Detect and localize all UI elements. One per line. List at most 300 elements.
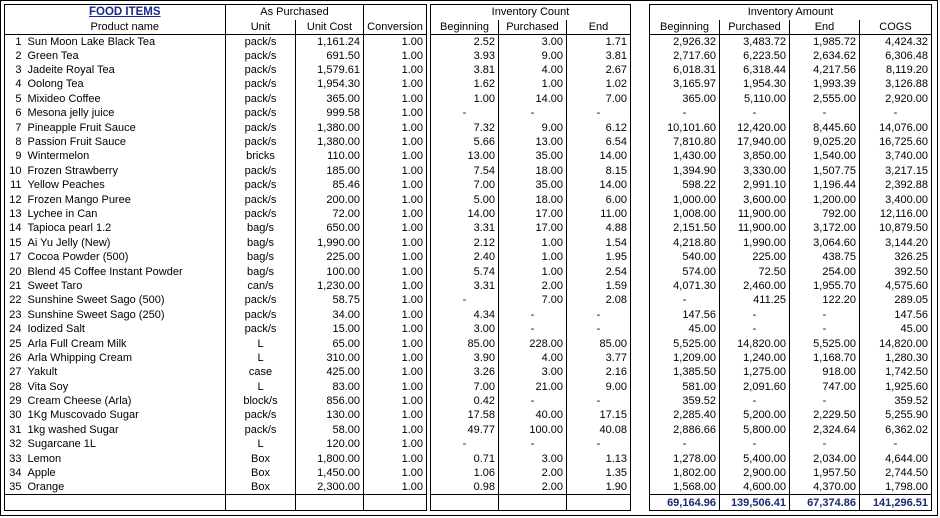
cogs: 3,740.00 — [860, 149, 932, 163]
table-row — [431, 236, 631, 250]
unit: pack/s — [226, 77, 296, 91]
unit-cost: 650.00 — [296, 221, 364, 235]
amount-beginning: 45.00 — [650, 322, 720, 336]
unit-cost: 72.00 — [296, 207, 364, 221]
table-row — [5, 77, 427, 91]
cogs: - — [860, 437, 932, 451]
count-end: - — [567, 394, 631, 408]
product-name: Mixideo Coffee — [27, 92, 101, 105]
count-end: 1.59 — [567, 279, 631, 293]
row-number: 14 — [5, 221, 25, 235]
as-purchased-header: As Purchased — [226, 5, 364, 20]
amount-end: 1,507.75 — [790, 164, 860, 178]
count-purchased: 14.00 — [499, 92, 567, 106]
row-number: 8 — [5, 135, 25, 149]
table-row — [650, 250, 932, 264]
table-row — [5, 106, 427, 120]
count-end: - — [567, 322, 631, 336]
amount-end: 918.00 — [790, 365, 860, 379]
count-end: 3.77 — [567, 351, 631, 365]
inventory-amount-table — [649, 4, 932, 511]
product-name: Apple — [27, 467, 56, 480]
count-end: 85.00 — [567, 336, 631, 350]
unit: pack/s — [226, 308, 296, 322]
count-purchased: 1.00 — [499, 250, 567, 264]
table-row — [650, 480, 932, 495]
conversion: 1.00 — [364, 63, 427, 77]
amount-purchased: 11,900.00 — [720, 221, 790, 235]
count-end: 1.13 — [567, 451, 631, 465]
inventory-count-header: Inventory Count — [431, 5, 631, 20]
product-name: Lychee in Can — [27, 207, 98, 220]
amount-purchased: 1,990.00 — [720, 236, 790, 250]
unit-cost: 1,579.61 — [296, 63, 364, 77]
count-beginning: 3.31 — [431, 221, 499, 235]
amount-purchased: 6,223.50 — [720, 49, 790, 63]
count-purchased: 40.00 — [499, 408, 567, 422]
product-name: Tapioca pearl 1.2 — [27, 222, 112, 235]
row-number: 27 — [5, 365, 25, 379]
table-row — [431, 423, 631, 437]
amount-end: 747.00 — [790, 379, 860, 393]
count-purchased: 1.00 — [499, 77, 567, 91]
unit: pack/s — [226, 192, 296, 206]
unit-cost: 1,800.00 — [296, 451, 364, 465]
amount-purchased: 3,483.72 — [720, 34, 790, 49]
cogs: 359.52 — [860, 394, 932, 408]
amount-beginning: 574.00 — [650, 264, 720, 278]
table-row — [5, 394, 427, 408]
table-row — [650, 408, 932, 422]
unit: Box — [226, 451, 296, 465]
count-purchased: 7.00 — [499, 293, 567, 307]
unit: pack/s — [226, 178, 296, 192]
amount-end: 9,025.20 — [790, 135, 860, 149]
product-name: Lemon — [27, 452, 62, 465]
count-beginning: 49.77 — [431, 423, 499, 437]
unit: pack/s — [226, 322, 296, 336]
count-end: 2.16 — [567, 365, 631, 379]
count-end: 40.08 — [567, 423, 631, 437]
table-row — [431, 394, 631, 408]
count-purchased: 18.00 — [499, 192, 567, 206]
total-purchased: 139,506.41 — [720, 495, 790, 511]
count-end: 1.90 — [567, 480, 631, 495]
count-beginning: 2.40 — [431, 250, 499, 264]
product-name: Wintermelon — [27, 150, 90, 163]
cogs: 12,116.00 — [860, 207, 932, 221]
count-purchased: - — [499, 106, 567, 120]
count-beginning: 2.12 — [431, 236, 499, 250]
row-number: 3 — [5, 63, 25, 77]
table-row — [431, 308, 631, 322]
count-end: 14.00 — [567, 178, 631, 192]
count-beginning: 3.26 — [431, 365, 499, 379]
table-row — [650, 279, 932, 293]
table-row — [650, 451, 932, 465]
product-name: Yakult — [27, 366, 58, 379]
amount-end: 254.00 — [790, 264, 860, 278]
product-name: Ai Yu Jelly (New) — [27, 236, 111, 249]
count-purchased: 100.00 — [499, 423, 567, 437]
count-purchased: 1.00 — [499, 264, 567, 278]
count-end: 11.00 — [567, 207, 631, 221]
product-name: Frozen Strawberry — [27, 164, 118, 177]
amount-end: 3,064.60 — [790, 236, 860, 250]
count-beginning: 7.00 — [431, 178, 499, 192]
count-beginning: 4.34 — [431, 308, 499, 322]
product-name: 1kg washed Sugar — [27, 423, 119, 436]
amount-beginning: - — [650, 437, 720, 451]
cogs: 6,306.48 — [860, 49, 932, 63]
unit: L — [226, 336, 296, 350]
table-row — [5, 351, 427, 365]
amount-beginning: 581.00 — [650, 379, 720, 393]
count-end: - — [567, 308, 631, 322]
count-end: 6.12 — [567, 120, 631, 134]
table-row — [650, 149, 932, 163]
amount-beginning: 147.56 — [650, 308, 720, 322]
amount-purchased: 1,240.00 — [720, 351, 790, 365]
unit: pack/s — [226, 120, 296, 134]
conversion: 1.00 — [364, 365, 427, 379]
table-row — [431, 336, 631, 350]
count-beginning: 3.93 — [431, 49, 499, 63]
conversion: 1.00 — [364, 49, 427, 63]
unit-cost: 58.75 — [296, 293, 364, 307]
table-row — [5, 120, 427, 134]
amount-end: 1,540.00 — [790, 149, 860, 163]
amount-beginning: 2,886.66 — [650, 423, 720, 437]
amount-end: 1,993.39 — [790, 77, 860, 91]
cogs: 3,144.20 — [860, 236, 932, 250]
row-number: 30 — [5, 408, 25, 422]
cogs: 3,400.00 — [860, 192, 932, 206]
count-beginning: 5.00 — [431, 192, 499, 206]
amount-beginning: - — [650, 293, 720, 307]
amount-beginning: 1,802.00 — [650, 466, 720, 480]
amount-purchased: 5,400.00 — [720, 451, 790, 465]
cogs: 392.50 — [860, 264, 932, 278]
product-name: Cocoa Powder (500) — [27, 251, 129, 264]
count-beginning: 7.32 — [431, 120, 499, 134]
amount-end: - — [790, 322, 860, 336]
unit: L — [226, 379, 296, 393]
unit-cost: 1,380.00 — [296, 120, 364, 134]
table-row — [431, 466, 631, 480]
amount-beginning: 2,151.50 — [650, 221, 720, 235]
count-end: - — [567, 106, 631, 120]
table-row — [650, 423, 932, 437]
amount-purchased: 4,600.00 — [720, 480, 790, 495]
row-number: 10 — [5, 164, 25, 178]
product-name: Cream Cheese (Arla) — [27, 395, 132, 408]
amount-beginning: 1,430.00 — [650, 149, 720, 163]
amount-purchased: - — [720, 394, 790, 408]
count-beginning: 0.98 — [431, 480, 499, 495]
amount-purchased: 2,991.10 — [720, 178, 790, 192]
amount-purchased: 3,850.00 — [720, 149, 790, 163]
row-number: 7 — [5, 120, 25, 134]
table-row — [5, 451, 427, 465]
unit-cost: 120.00 — [296, 437, 364, 451]
unit-cost-header: Unit Cost — [296, 20, 364, 35]
conversion: 1.00 — [364, 322, 427, 336]
unit-cost: 100.00 — [296, 264, 364, 278]
conversion: 1.00 — [364, 408, 427, 422]
count-beginning: 5.66 — [431, 135, 499, 149]
unit-header: Unit — [226, 20, 296, 35]
amount-end: 4,217.56 — [790, 63, 860, 77]
table-row — [650, 236, 932, 250]
row-number: 13 — [5, 207, 25, 221]
table-row — [5, 279, 427, 293]
amount-beginning: 1,008.00 — [650, 207, 720, 221]
table-row — [650, 308, 932, 322]
table-row — [650, 120, 932, 134]
row-number: 28 — [5, 379, 25, 393]
table-row — [431, 207, 631, 221]
table-row — [5, 63, 427, 77]
count-purchased: 9.00 — [499, 49, 567, 63]
table-row — [431, 264, 631, 278]
count-beginning: - — [431, 106, 499, 120]
cogs: 1,742.50 — [860, 365, 932, 379]
count-purchased: 9.00 — [499, 120, 567, 134]
row-number: 4 — [5, 77, 25, 91]
amount-beginning: 2,717.60 — [650, 49, 720, 63]
table-row — [650, 164, 932, 178]
count-purchased: 1.00 — [499, 236, 567, 250]
cogs: 4,575.60 — [860, 279, 932, 293]
amount-end: 8,445.60 — [790, 120, 860, 134]
unit: pack/s — [226, 49, 296, 63]
count-beginning: 1.62 — [431, 77, 499, 91]
unit-cost: 185.00 — [296, 164, 364, 178]
conversion: 1.00 — [364, 279, 427, 293]
amount-end: 4,370.00 — [790, 480, 860, 495]
inventory-amount-header: Inventory Amount — [650, 5, 932, 20]
unit: bag/s — [226, 250, 296, 264]
table-row — [5, 293, 427, 307]
count-end: 2.54 — [567, 264, 631, 278]
count-beginning: 0.71 — [431, 451, 499, 465]
unit-cost: 856.00 — [296, 394, 364, 408]
cogs: 1,280.30 — [860, 351, 932, 365]
count-end: 6.00 — [567, 192, 631, 206]
conversion: 1.00 — [364, 135, 427, 149]
total-beginning: 69,164.96 — [650, 495, 720, 511]
unit: pack/s — [226, 293, 296, 307]
table-row — [650, 63, 932, 77]
product-name: Sweet Taro — [27, 279, 83, 292]
amount-purchased-header: Purchased — [720, 20, 790, 35]
conversion: 1.00 — [364, 379, 427, 393]
cogs: 16,725.60 — [860, 135, 932, 149]
row-number: 6 — [5, 106, 25, 120]
table-row — [5, 308, 427, 322]
count-end: 1.02 — [567, 77, 631, 91]
totals-row — [650, 495, 932, 511]
amount-beginning: - — [650, 106, 720, 120]
product-name-header: Product name — [25, 20, 226, 35]
table-row — [650, 192, 932, 206]
count-end: 1.35 — [567, 466, 631, 480]
table-row — [650, 135, 932, 149]
row-number: 35 — [5, 480, 25, 495]
table-row — [431, 293, 631, 307]
unit: case — [226, 365, 296, 379]
conversion: 1.00 — [364, 207, 427, 221]
conversion: 1.00 — [364, 221, 427, 235]
count-end: 4.88 — [567, 221, 631, 235]
unit-cost: 999.58 — [296, 106, 364, 120]
count-beginning: 3.00 — [431, 322, 499, 336]
count-end: 3.81 — [567, 49, 631, 63]
unit-cost: 58.00 — [296, 423, 364, 437]
amount-end: - — [790, 106, 860, 120]
unit-cost: 2,300.00 — [296, 480, 364, 495]
count-beginning: 17.58 — [431, 408, 499, 422]
table-row — [431, 178, 631, 192]
table-row — [431, 34, 631, 49]
count-beginning: 0.42 — [431, 394, 499, 408]
conversion: 1.00 — [364, 423, 427, 437]
table-row — [5, 92, 427, 106]
amount-end: 2,634.62 — [790, 49, 860, 63]
count-purchased: 35.00 — [499, 178, 567, 192]
product-name: Jadeite Royal Tea — [27, 64, 115, 77]
product-name: Vita Soy — [27, 380, 69, 393]
row-number: 21 — [5, 279, 25, 293]
inventory-count-table — [430, 4, 631, 511]
row-number: 20 — [5, 264, 25, 278]
cogs-header: COGS — [860, 20, 932, 35]
row-number: 26 — [5, 351, 25, 365]
table-row — [650, 34, 932, 49]
table-row — [650, 77, 932, 91]
unit-cost: 691.50 — [296, 49, 364, 63]
product-name: 1Kg Muscovado Sugar — [27, 409, 139, 422]
conversion: 1.00 — [364, 480, 427, 495]
count-purchased: 21.00 — [499, 379, 567, 393]
unit: pack/s — [226, 34, 296, 49]
table-row — [431, 379, 631, 393]
amount-beginning-header: Beginning — [650, 20, 720, 35]
cogs: 147.56 — [860, 308, 932, 322]
row-number: 33 — [5, 451, 25, 465]
count-beginning: 5.74 — [431, 264, 499, 278]
table-row — [5, 365, 427, 379]
table-row — [5, 178, 427, 192]
product-name: Sugarcane 1L — [27, 438, 96, 451]
conversion: 1.00 — [364, 437, 427, 451]
amount-beginning: 3,165.97 — [650, 77, 720, 91]
table-row — [431, 49, 631, 63]
table-row — [650, 106, 932, 120]
cogs: 8,119.20 — [860, 63, 932, 77]
cogs: - — [860, 106, 932, 120]
unit-cost: 1,990.00 — [296, 236, 364, 250]
table-row — [650, 437, 932, 451]
amount-purchased: 2,091.60 — [720, 379, 790, 393]
amount-purchased: 3,330.00 — [720, 164, 790, 178]
unit-cost: 1,161.24 — [296, 34, 364, 49]
amount-beginning: 1,568.00 — [650, 480, 720, 495]
unit-cost: 34.00 — [296, 308, 364, 322]
amount-end: 2,324.64 — [790, 423, 860, 437]
cogs: 289.05 — [860, 293, 932, 307]
table-row — [650, 92, 932, 106]
row-number: 12 — [5, 192, 25, 206]
table-row — [431, 135, 631, 149]
table-row — [5, 250, 427, 264]
table-row — [5, 135, 427, 149]
count-purchased: 4.00 — [499, 351, 567, 365]
conversion: 1.00 — [364, 308, 427, 322]
table-row — [431, 120, 631, 134]
table-row — [431, 351, 631, 365]
count-purchased: 3.00 — [499, 451, 567, 465]
product-name: Iodized Salt — [27, 323, 85, 336]
unit: bricks — [226, 149, 296, 163]
amount-end: 1,985.72 — [790, 34, 860, 49]
product-name: Sunshine Sweet Sago (500) — [27, 294, 165, 307]
row-number: 24 — [5, 322, 25, 336]
unit: L — [226, 437, 296, 451]
amount-purchased: 6,318.44 — [720, 63, 790, 77]
unit-cost: 1,450.00 — [296, 466, 364, 480]
table-row — [650, 351, 932, 365]
count-purchased: 228.00 — [499, 336, 567, 350]
row-number: 15 — [5, 236, 25, 250]
table-row — [431, 250, 631, 264]
food-items-table — [4, 4, 427, 511]
count-purchased: 13.00 — [499, 135, 567, 149]
amount-purchased: 5,110.00 — [720, 92, 790, 106]
count-beginning-header: Beginning — [431, 20, 499, 35]
unit-cost: 1,954.30 — [296, 77, 364, 91]
amount-beginning: 359.52 — [650, 394, 720, 408]
amount-end: 1,196.44 — [790, 178, 860, 192]
conversion: 1.00 — [364, 293, 427, 307]
amount-purchased: 72.50 — [720, 264, 790, 278]
count-beginning: 1.06 — [431, 466, 499, 480]
count-purchased: 3.00 — [499, 34, 567, 49]
unit: pack/s — [226, 408, 296, 422]
table-row — [650, 394, 932, 408]
amount-beginning: 4,071.30 — [650, 279, 720, 293]
table-row — [431, 437, 631, 451]
unit: bag/s — [226, 264, 296, 278]
cogs: 10,879.50 — [860, 221, 932, 235]
unit: can/s — [226, 279, 296, 293]
amount-beginning: 1,209.00 — [650, 351, 720, 365]
table-row — [650, 379, 932, 393]
cogs: 326.25 — [860, 250, 932, 264]
amount-beginning: 540.00 — [650, 250, 720, 264]
unit-cost: 1,380.00 — [296, 135, 364, 149]
count-beginning: 14.00 — [431, 207, 499, 221]
row-number: 1 — [5, 34, 25, 49]
count-end: 2.08 — [567, 293, 631, 307]
count-end: 6.54 — [567, 135, 631, 149]
row-number: 17 — [5, 250, 25, 264]
food-items-title: FOOD ITEMS — [25, 5, 226, 20]
unit: pack/s — [226, 106, 296, 120]
unit: Box — [226, 480, 296, 495]
count-purchased: 3.00 — [499, 365, 567, 379]
